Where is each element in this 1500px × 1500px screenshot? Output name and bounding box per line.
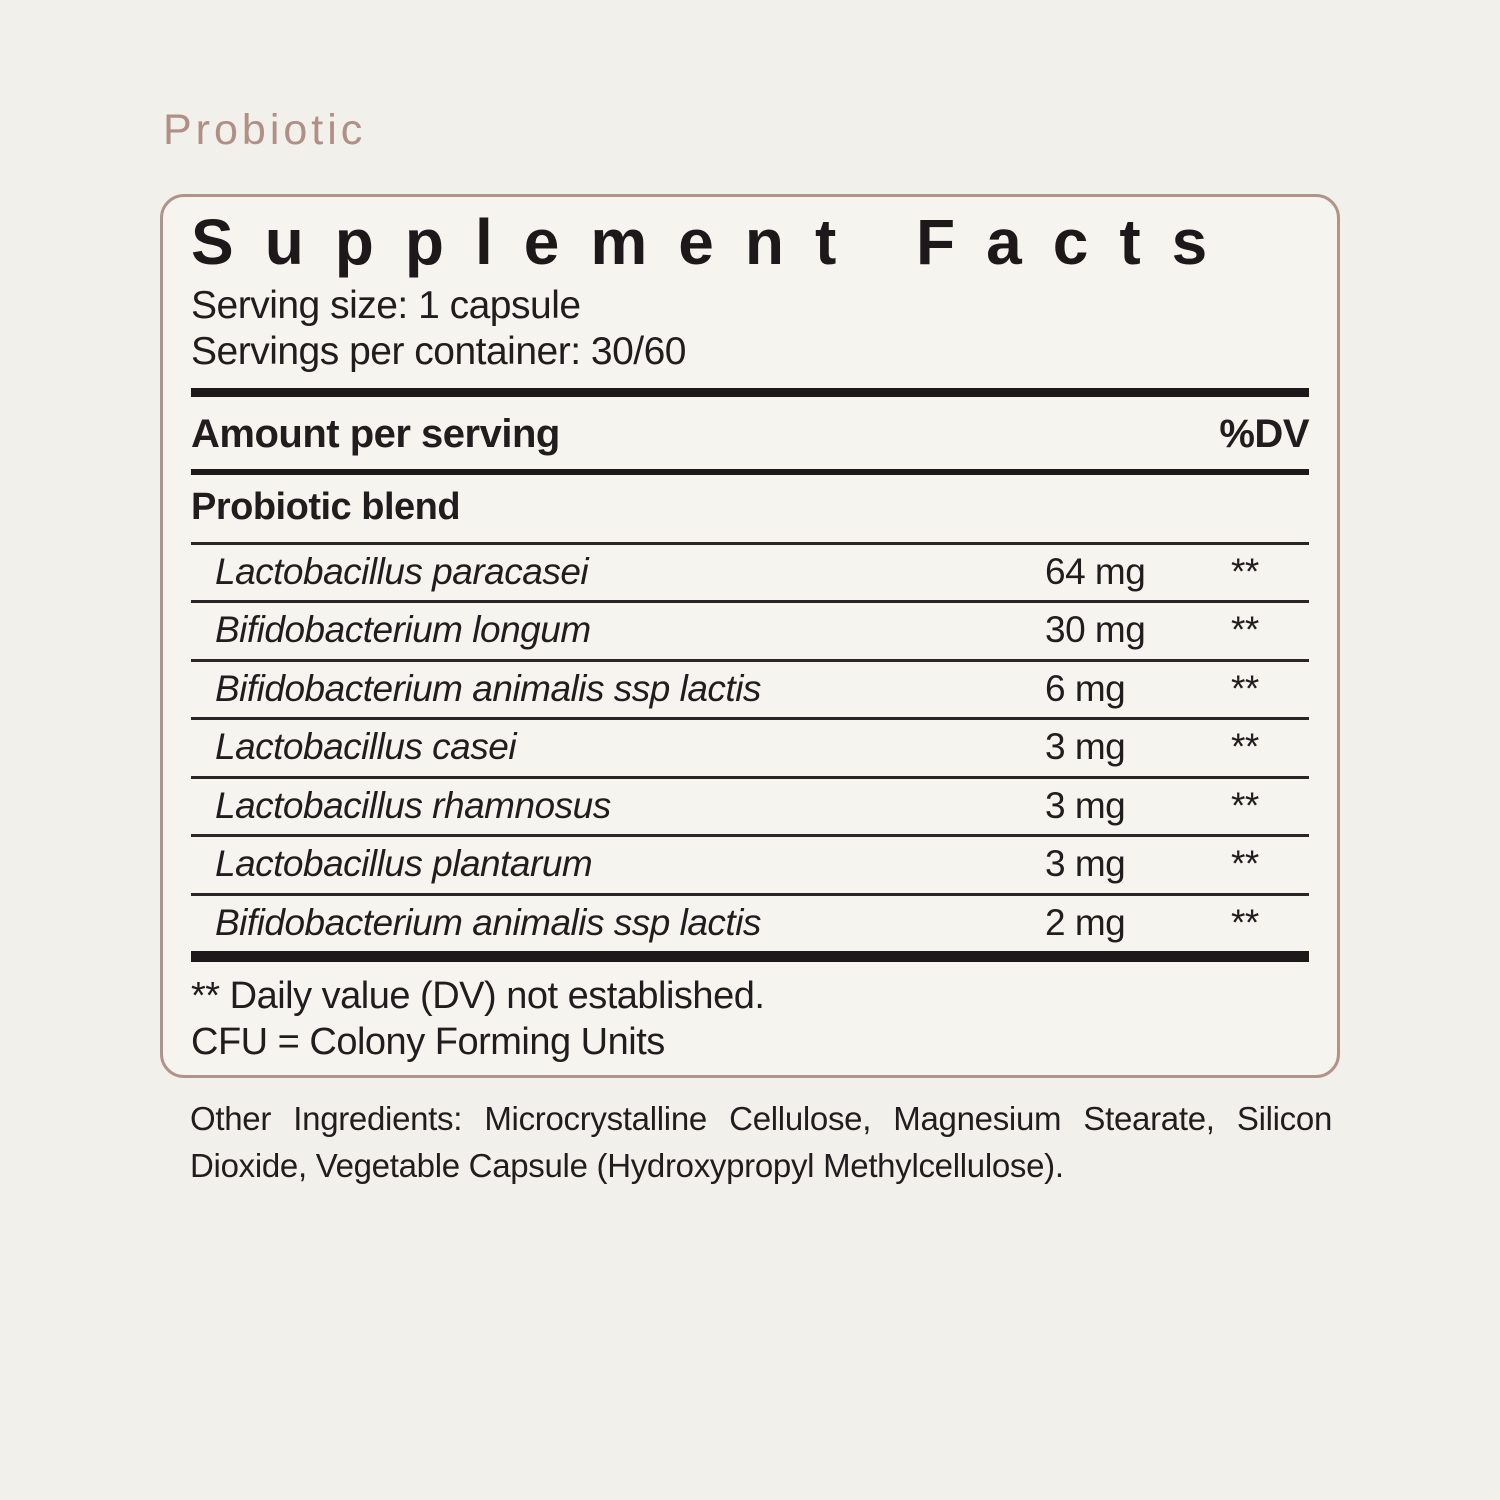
table-header-row (191, 397, 1309, 469)
ingredient-amount: 64 mg (1045, 550, 1146, 592)
daily-value-footnote: ** Daily value (DV) not established. (191, 975, 765, 1018)
ingredient-name: Lactobacillus casei (215, 726, 517, 768)
ingredient-name: Bifidobacterium animalis ssp lactis (215, 667, 761, 709)
divider-thick-top (191, 388, 1309, 397)
ingredient-amount: 30 mg (1045, 609, 1146, 651)
ingredient-dv: ** (1231, 901, 1259, 943)
ingredient-row (191, 720, 1309, 776)
ingredient-dv: ** (1231, 843, 1259, 885)
ingredient-name: Lactobacillus rhamnosus (215, 784, 611, 826)
ingredient-amount: 2 mg (1045, 901, 1126, 943)
percent-dv-label: %DV (1219, 411, 1309, 456)
ingredient-dv: ** (1231, 667, 1259, 709)
cfu-footnote: CFU = Colony Forming Units (191, 1021, 665, 1064)
ingredient-amount: 3 mg (1045, 784, 1126, 826)
servings-per-container-text: Servings per container: 30/60 (191, 330, 686, 374)
ingredient-dv: ** (1231, 609, 1259, 651)
ingredient-name: Lactobacillus paracasei (215, 550, 589, 592)
ingredient-dv: ** (1231, 784, 1259, 826)
probiotic-blend-title: Probiotic blend (191, 485, 461, 528)
ingredient-row (191, 545, 1309, 601)
ingredient-row (191, 896, 1309, 952)
ingredient-name: Lactobacillus plantarum (215, 843, 593, 885)
serving-info (191, 283, 1309, 374)
product-title: Probiotic (163, 106, 367, 154)
ingredient-row (191, 662, 1309, 718)
ingredient-name: Bifidobacterium animalis ssp lactis (215, 901, 761, 943)
ingredient-dv: ** (1231, 726, 1259, 768)
ingredient-row (191, 837, 1309, 893)
divider-thick-bottom (191, 951, 1309, 962)
serving-size-text: Serving size: 1 capsule (191, 284, 581, 328)
amount-per-serving-label: Amount per serving (191, 411, 560, 456)
ingredient-name: Bifidobacterium longum (215, 609, 591, 651)
supplement-facts-panel (160, 194, 1340, 1078)
ingredient-dv: ** (1231, 550, 1259, 592)
ingredient-amount: 3 mg (1045, 726, 1126, 768)
ingredient-amount: 3 mg (1045, 843, 1126, 885)
ingredient-row (191, 779, 1309, 835)
other-ingredients-text: Other Ingredients: Microcrystalline Cellulose, Magnesium Stearate, Silicon Dioxide, Vegetable Capsule (Hydroxypropyl Methylcellulose). (190, 1100, 1332, 1184)
ingredient-amount: 6 mg (1045, 667, 1126, 709)
ingredient-row (191, 603, 1309, 659)
supplement-facts-heading: Supplement Facts (191, 206, 1239, 278)
footnotes (191, 974, 1309, 1065)
